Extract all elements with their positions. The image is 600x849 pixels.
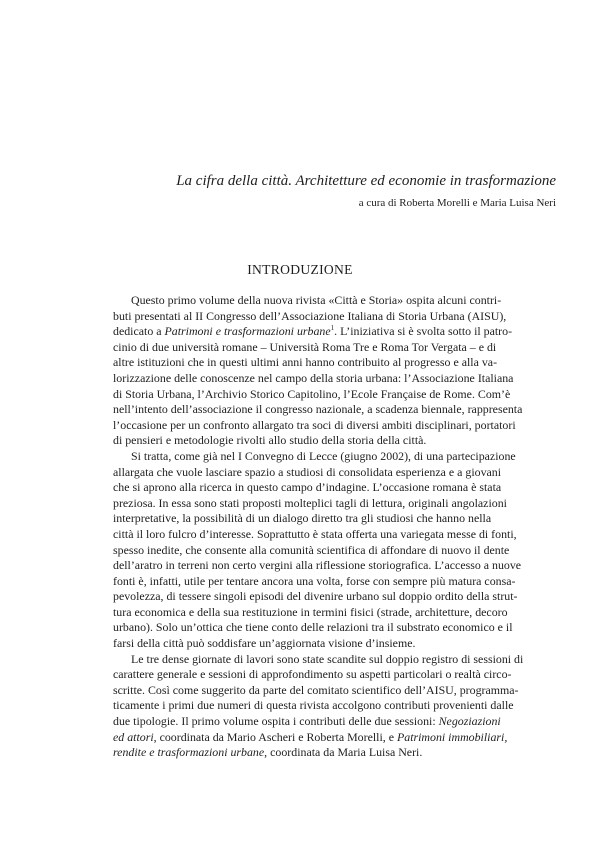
text-line: preziosa. In essa sono stati proposti molteplici tagli di lettura, originali angolazioni [113,495,507,510]
text-line [113,745,483,761]
text-line: Si tratta, come già nel I Convegno di Lecce (giugno 2002), di una partecipazione [131,448,516,463]
text-line: lorizzazione delle conoscenze nel campo della storia urbana: l’Associazione Italiana [113,370,514,385]
italic-title: Patrimoni immobiliari, [396,729,508,744]
text-line [113,729,508,746]
text-line: spesso inedite, che consente alla comunità scientifica di affondare di nuovo il dente [113,542,510,557]
italic-title: ed attori [113,729,154,744]
text-line: città il loro fulcro d’interesse. Soprattutto è stata offerta una variegata messe di fonti, [113,526,517,541]
italic-title: Patrimoni e trasformazioni urbane [164,324,331,339]
text-line: che si aprono alla ricerca in questo campo d’indagine. L’occasione romana è stata [113,480,502,495]
text-line [113,714,501,730]
italic-title: Negoziazioni [438,714,501,729]
text-segment: , coordinata da Maria Luisa Neri. [264,745,423,760]
text-line: allargata che vuole lasciare spazio a studiosi di consolidata esperienza e a giovani [113,464,502,479]
text-line: buti presentati al II Congresso dell’Associazione Italiana di Storia Urbana (AISU), [113,308,507,323]
text-segment: due tipologie. Il primo volume ospita i contributi delle due sessioni: [113,714,439,729]
text-line: carattere generale e sessioni di approfondimento su aspetti particolari o realtà circo- [113,667,512,682]
text-line: interpretative, la possibilità di un dialogo diretto tra gli studiosi che hanno nella [113,511,492,526]
footnote-marker: 1 [330,324,335,333]
text-line: di pensieri e metodologie rivolti allo studio della storia della città. [113,433,427,448]
text-line: di Storia Urbana, l’Archivio Storico Capitolino, l’Ecole Française de Rome. Com’è [113,386,511,401]
italic-title: rendite e trasformazioni urbane [113,745,265,760]
text-line: nell’intento dell’associazione il congresso nazionale, a scadenza biennale, rappresenta [113,402,523,417]
text-line: urbano). Solo un’ottica che tiene conto delle relazioni tra il substrato economico e il [113,620,513,635]
text-segment: , coordinata da Mario Ascheri e Roberta Morelli, e [153,729,397,744]
book-title: La cifra della città. Architetture ed economie in trasformazione [176,173,556,189]
text-line: tura economica e della sua restituzione in termini fisici (strade, architetture, decoro [113,604,508,619]
paragraph-3 [113,651,524,761]
text-line: Questo primo volume della nuova rivista «Città e Storia» ospita alcuni contri- [131,293,502,307]
text-line: dell’aratro in terreni non certo vergini alla riflessione storiografica. L’accesso a nuove [113,558,522,573]
paragraph-2 [113,448,522,652]
text-line: farsi della città può soddisfare un’aggiornata visione d’insieme. [113,636,416,651]
text-line: fonti è, infatti, utile per tentare ancora una volta, forse con sempre più matura consa- [113,573,516,588]
text-line: cinio di due università romane – Università Roma Tre e Roma Tor Vergata – e di [113,339,497,354]
text-line: scritte. Così come suggerito da parte del comitato scientifico dell’AISU, programma- [113,682,519,697]
text-line: l’occasione per un confronto allargato tra soci di diversi ambiti disciplinari, portatori [113,417,516,432]
text-line: altre istituzioni che in questi ultimi anni hanno contribuito al progresso e alla va- [113,355,498,370]
text-line: pevolezza, di tessere singoli episodi del divenire urbano sul doppio ordito della strut- [113,589,518,604]
text-line: ticamente i primi due numeri di questa rivista accolgono contributi provenienti dalle [113,698,514,713]
text-segment: dedicato a [113,324,165,339]
text-line: Le tre dense giornate di lavori sono state scandite sul doppio registro di sessioni di [131,651,524,666]
text-segment: . L’iniziativa si è svolta sotto il patro- [334,324,513,339]
paragraph-1 [113,293,523,449]
section-heading: INTRODUZIONE [247,262,353,277]
editors-line: a cura di Roberta Morelli e Maria Luisa Neri [358,197,556,209]
text-line [113,324,513,340]
body-text [113,293,524,761]
